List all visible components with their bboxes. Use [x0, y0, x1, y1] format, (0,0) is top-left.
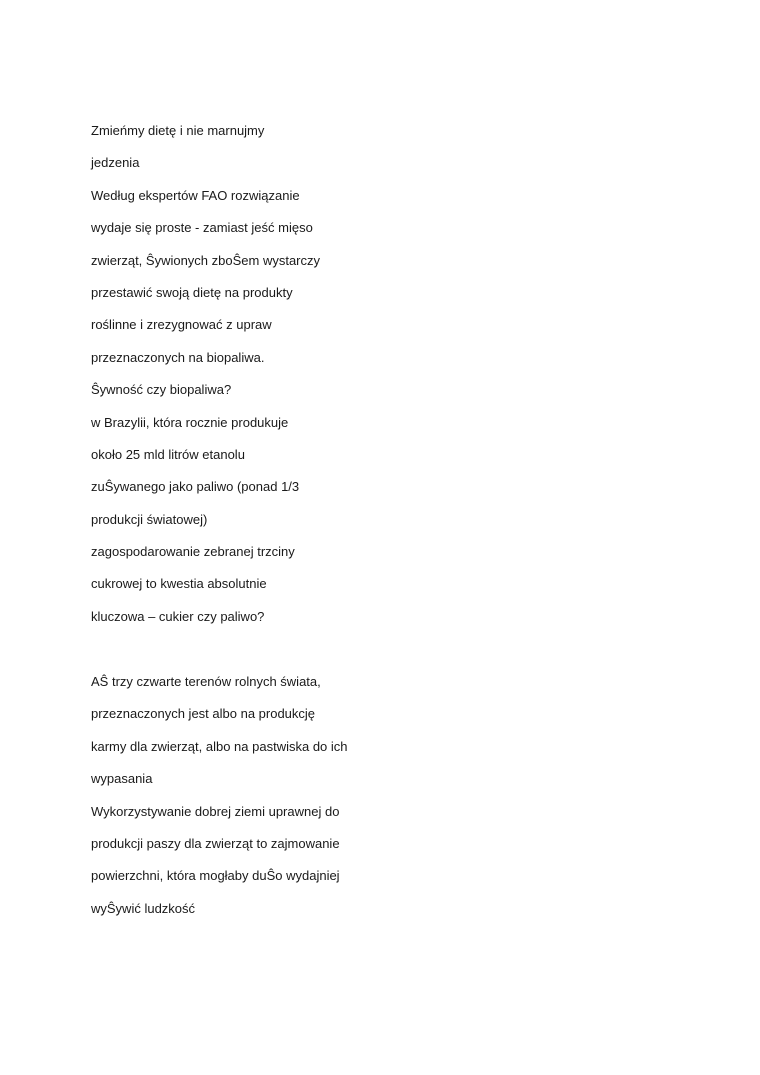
text-line: karmy dla zwierząt, albo na pastwiska do ich — [91, 738, 348, 754]
text-line: Według ekspertów FAO rozwiązanie — [91, 187, 300, 203]
text-line: roślinne i zrezygnować z upraw — [91, 317, 272, 333]
text-line: AŜ trzy czwarte terenów rolnych świata, — [91, 674, 321, 689]
text-line: produkcji paszy dla zwierząt to zajmowanie — [91, 835, 340, 851]
text-line: kluczowa – cukier czy paliwo? — [91, 608, 265, 624]
text-line: cukrowej to kwestia absolutnie — [91, 576, 267, 592]
text-line: około 25 mld litrów etanolu — [91, 446, 245, 462]
text-line: powierzchni, która mogłaby duŜo wydajniej — [91, 868, 340, 884]
text-line: produkcji światowej) — [91, 511, 208, 527]
text-line: jedzenia — [91, 155, 140, 171]
text-line: w Brazylii, która rocznie produkuje — [91, 414, 289, 430]
text-line: zagospodarowanie zebranej trzciny — [91, 544, 295, 560]
paragraph-1 — [91, 122, 651, 640]
text-line: zwierząt, Ŝywionych zboŜem wystarczy — [91, 252, 321, 268]
text-line: przeznaczonych na biopaliwa. — [91, 349, 265, 365]
text-line: wypasania — [91, 771, 153, 787]
text-line: przeznaczonych jest albo na produkcję — [91, 706, 316, 722]
text-line: przestawić swoją dietę na produkty — [91, 284, 293, 300]
text-line: Zmieńmy dietę i nie marnujmy — [91, 123, 265, 138]
text-line: wyŜywić ludzkość — [91, 900, 196, 916]
text-line: wydaje się proste - zamiast jeść mięso — [91, 220, 313, 236]
text-line: zuŜywanego jako paliwo (ponad 1/3 — [91, 479, 300, 495]
text-line: Wykorzystywanie dobrej ziemi uprawnej do — [91, 803, 340, 819]
text-line: Ŝywność czy biopaliwa? — [91, 382, 232, 398]
paragraph-2 — [91, 673, 651, 932]
